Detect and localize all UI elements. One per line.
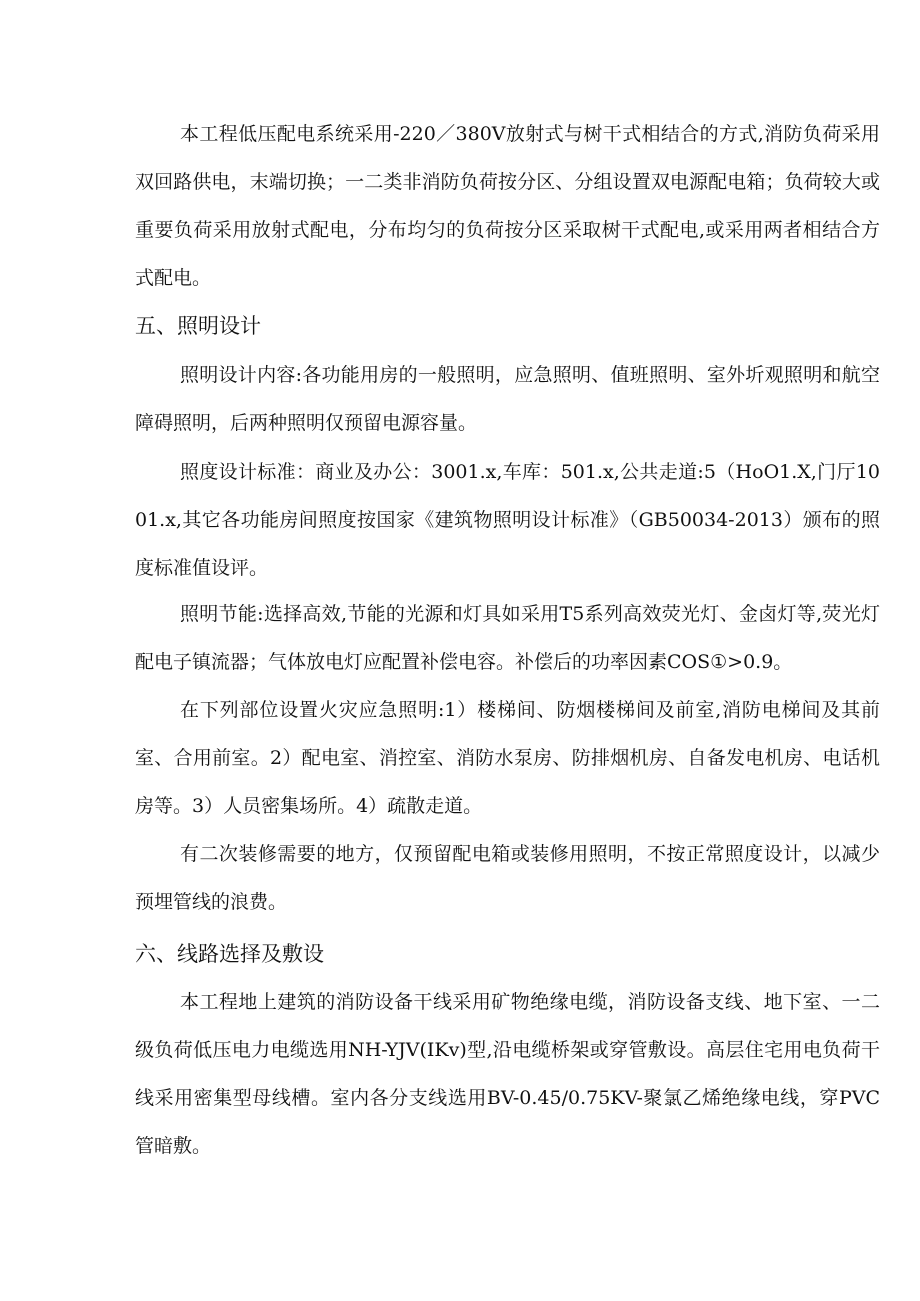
paragraph-emergency-lighting: 在下列部位设置火灾应急照明:1）楼梯间、防烟楼梯间及前室,消防电梯间及其前室、合用前室。2）配电室、消控室、消防水泵房、防排烟机房、自备发电机房、电话机房等。3）人员密集场所。4）疏散走道。 <box>135 699 880 817</box>
paragraph-cable-selection: 本工程地上建筑的消防设备干线采用矿物绝缘电缆，消防设备支线、地下室、一二级负荷低压电力电缆选用NH-YJV(IKv)型,沿电缆桥架或穿管敷设。高层住宅用电负荷干线采用密集型母线槽。室内各分支线选用BV-0.45/0.75KV-聚氯乙烯绝缘电线，穿PVC管暗敷。 <box>135 991 880 1157</box>
paragraph-illuminance-standard: 照度设计标准：商业及办公：3001.x,车库：501.x,公共走道:5（HoO1.X,门厅1001.x,其它各功能房间照度按国家《建筑物照明设计标准》（GB50034-2013）颁布的照度标准值设评。 <box>135 461 880 579</box>
section-heading-lighting-design: 五、照明设计 <box>135 314 261 338</box>
paragraph-secondary-decoration: 有二次装修需要的地方，仅预留配电箱或装修用照明，不按正常照度设计，以减少预埋管线的浪费。 <box>135 843 880 913</box>
section-heading-wiring: 六、线路选择及敷设 <box>135 942 324 966</box>
paragraph-lighting-energy-saving: 照明节能:选择高效,节能的光源和灯具如采用T5系列高效荧光灯、金卤灯等,荧光灯配电子镇流器；气体放电灯应配置补偿电容。补偿后的功率因素COS①>0.9。 <box>135 603 880 673</box>
paragraph-lighting-content: 照明设计内容:各功能用房的一般照明，应急照明、值班照明、室外圻观照明和航空障碍照明，后两种照明仅预留电源容量。 <box>135 364 880 434</box>
paragraph-power-distribution: 本工程低压配电系统采用-220／380V放射式与树干式相结合的方式,消防负荷采用双回路供电，末端切换；一二类非消防负荷按分区、分组设置双电源配电箱；负荷较大或重要负荷采用放射式配电，分布均匀的负荷按分区采取树干式配电,或采用两者相结合方式配电。 <box>135 123 880 289</box>
